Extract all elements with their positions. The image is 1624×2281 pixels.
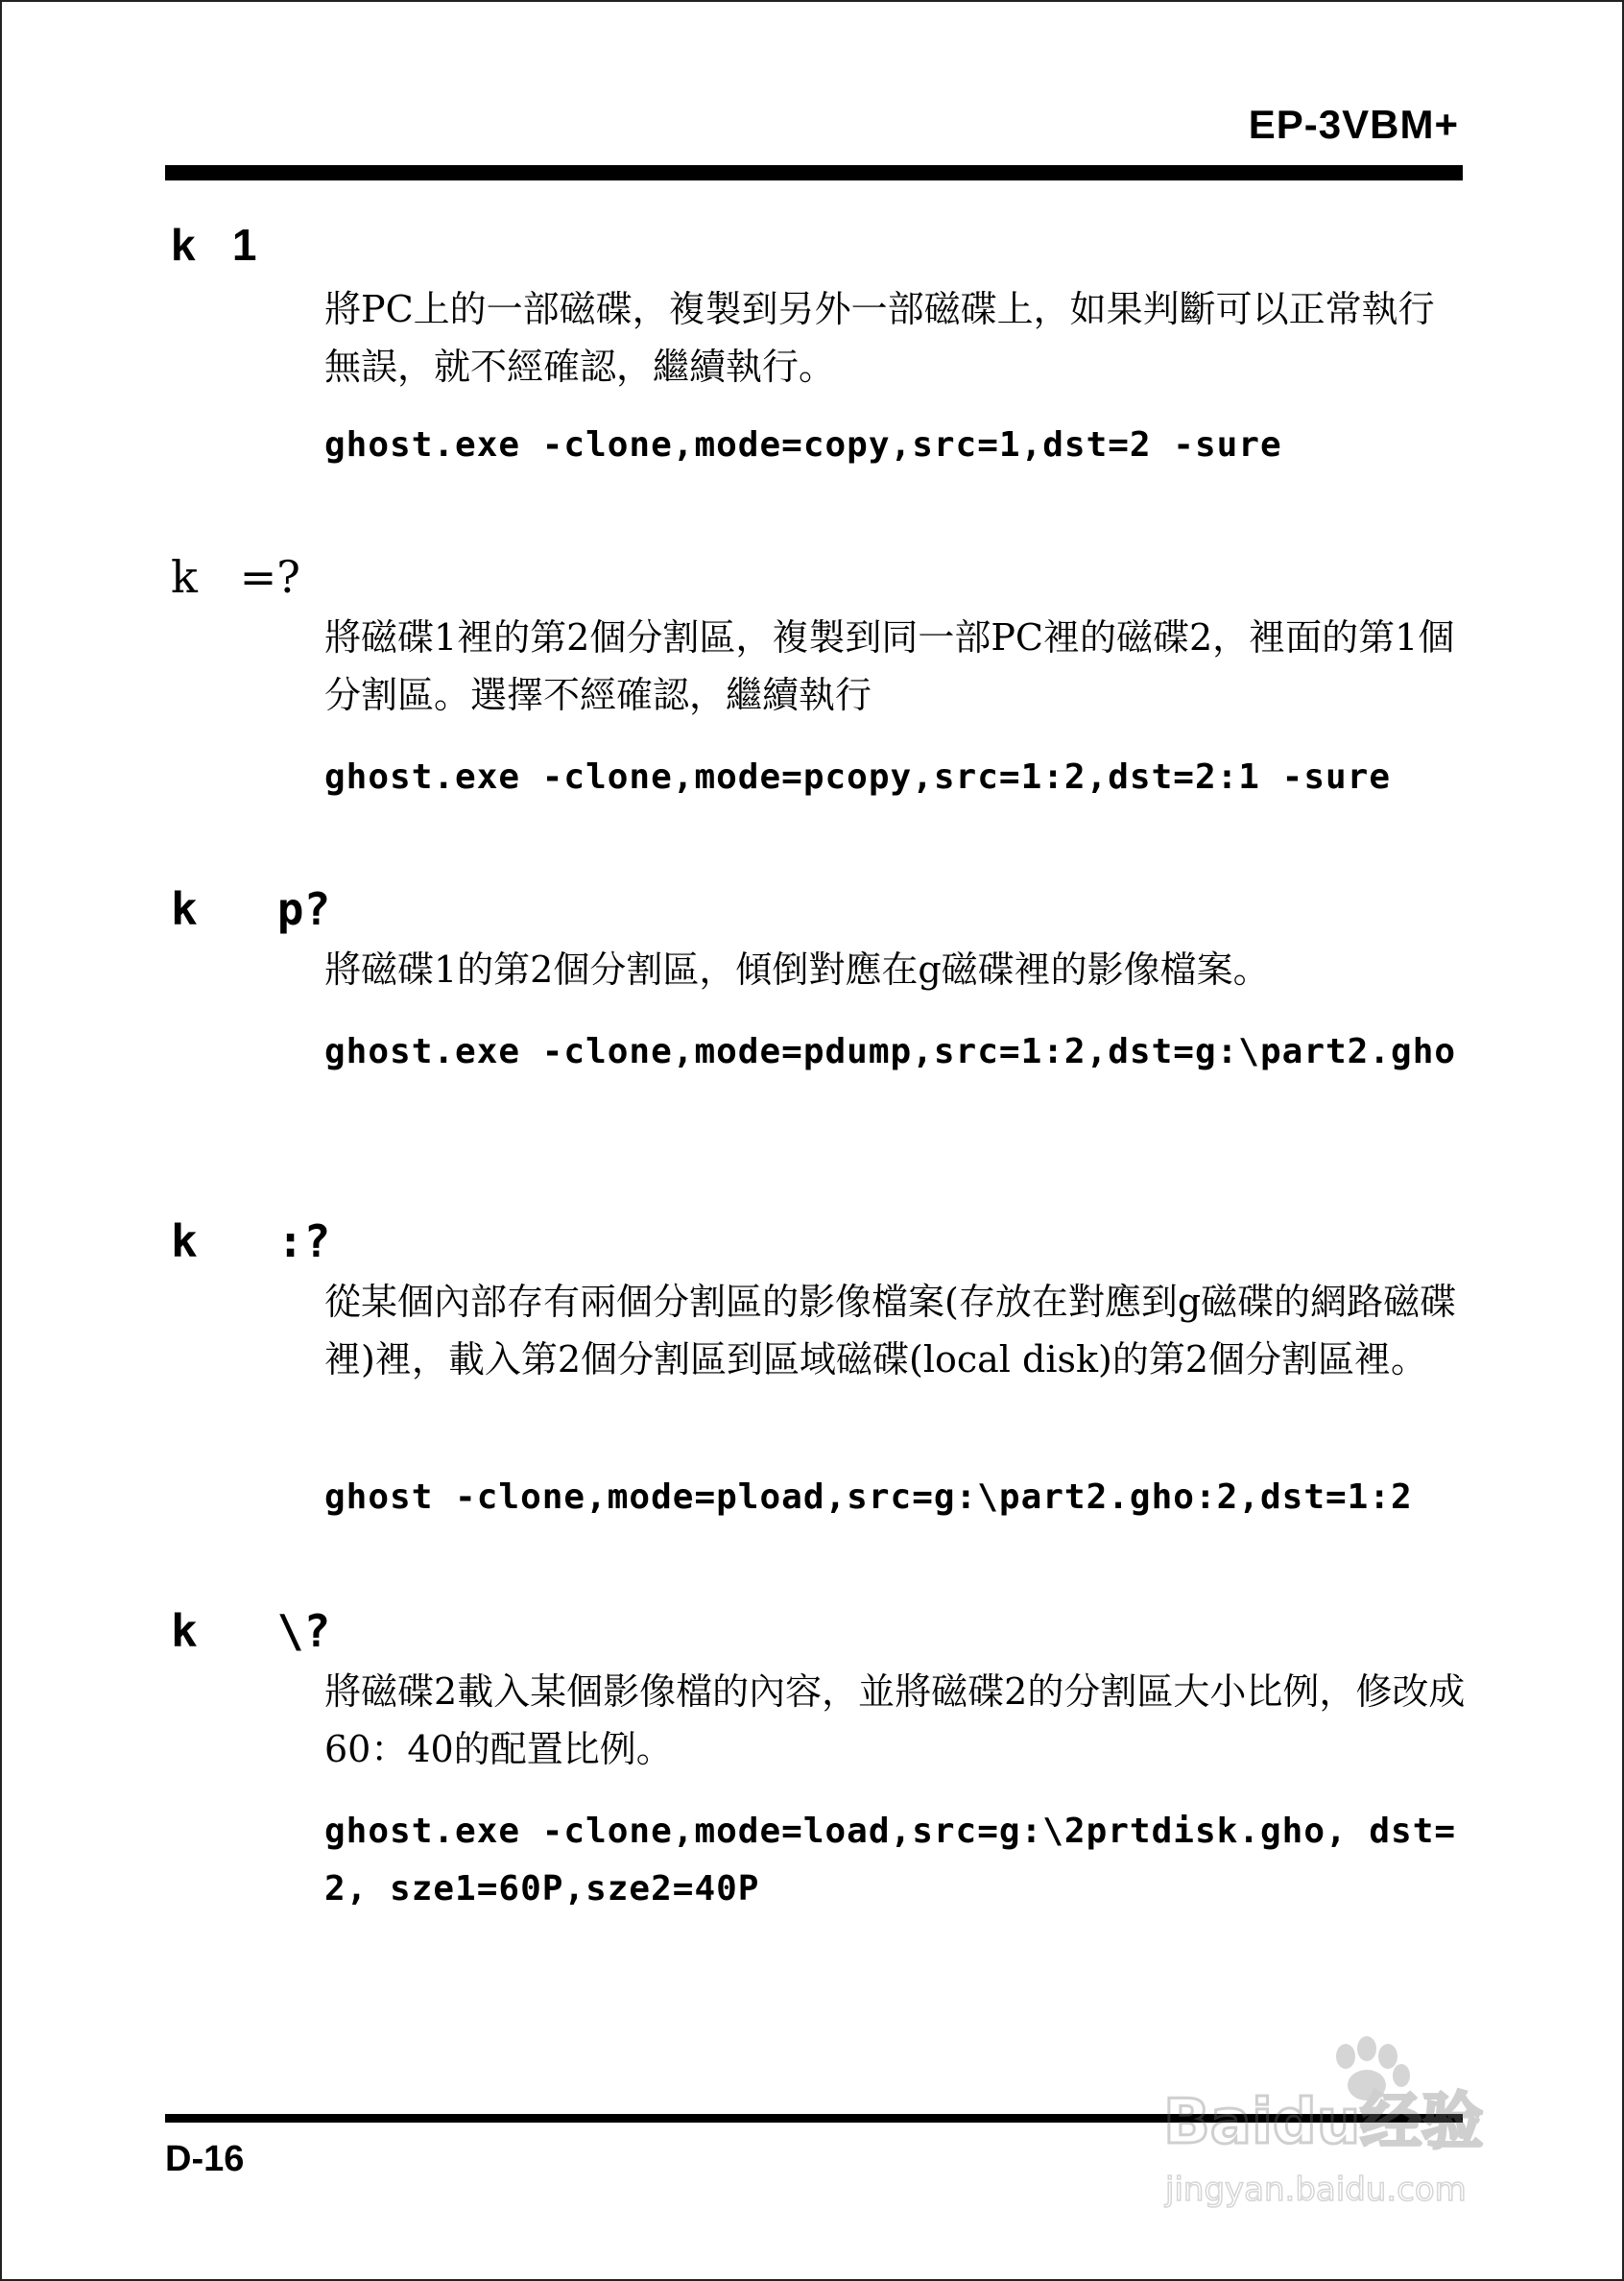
page-number: D-16: [165, 2139, 245, 2179]
section-description: 將PC上的一部磁碟，複製到另外一部磁碟上，如果判斷可以正常執行無誤，就不經確認，繼續執行。: [324, 288, 1435, 388]
section-command: ghost.exe -clone,mode=copy,src=1,dst=2 -sure: [324, 425, 1282, 465]
section-heading: k \?: [171, 1605, 331, 1657]
section-heading: k p?: [171, 883, 331, 935]
watermark-url: jingyan.baidu.com: [1165, 2171, 1467, 2209]
baidu-watermark-logo: [1144, 2028, 1528, 2220]
watermark-brand: Baidu经验: [1163, 2087, 1484, 2158]
header-divider: [165, 165, 1463, 180]
section-command: ghost.exe -clone,mode=pdump,src=1:2,dst=g:\part2.gho: [324, 1032, 1457, 1071]
section-description: 從某個內部存有兩個分割區的影像檔案(存放在對應到g磁碟的網路磁碟裡)裡，載入第2個分割區到區域磁碟(local disk)的第2個分割區裡。: [324, 1281, 1457, 1381]
section-description: 將磁碟1的第2個分割區，傾倒對應在g磁碟裡的影像檔案。: [324, 948, 1270, 991]
section-command: ghost.exe -clone,mode=load,src=g:\2prtdisk.gho, dst=2, sze1=60P,sze2=40P: [324, 1812, 1457, 1909]
section-command: ghost -clone,mode=pload,src=g:\part2.gho:2,dst=1:2: [324, 1477, 1413, 1517]
section-heading: k :?: [171, 1215, 331, 1267]
page-header-title: EP-3VBM+: [1248, 102, 1459, 147]
section-description: 將磁碟1裡的第2個分割區，複製到同一部PC裡的磁碟2，裡面的第1個分割區。選擇不經確認，繼續執行: [324, 616, 1455, 716]
section-description: 將磁碟2載入某個影像檔的內容，並將磁碟2的分割區大小比例，修改成60：40的配置比例。: [324, 1670, 1466, 1770]
section-heading: k 1: [171, 220, 257, 270]
section-command: ghost.exe -clone,mode=pcopy,src=1:2,dst=2:1 -sure: [324, 757, 1392, 797]
section-heading: k =?: [171, 551, 300, 603]
